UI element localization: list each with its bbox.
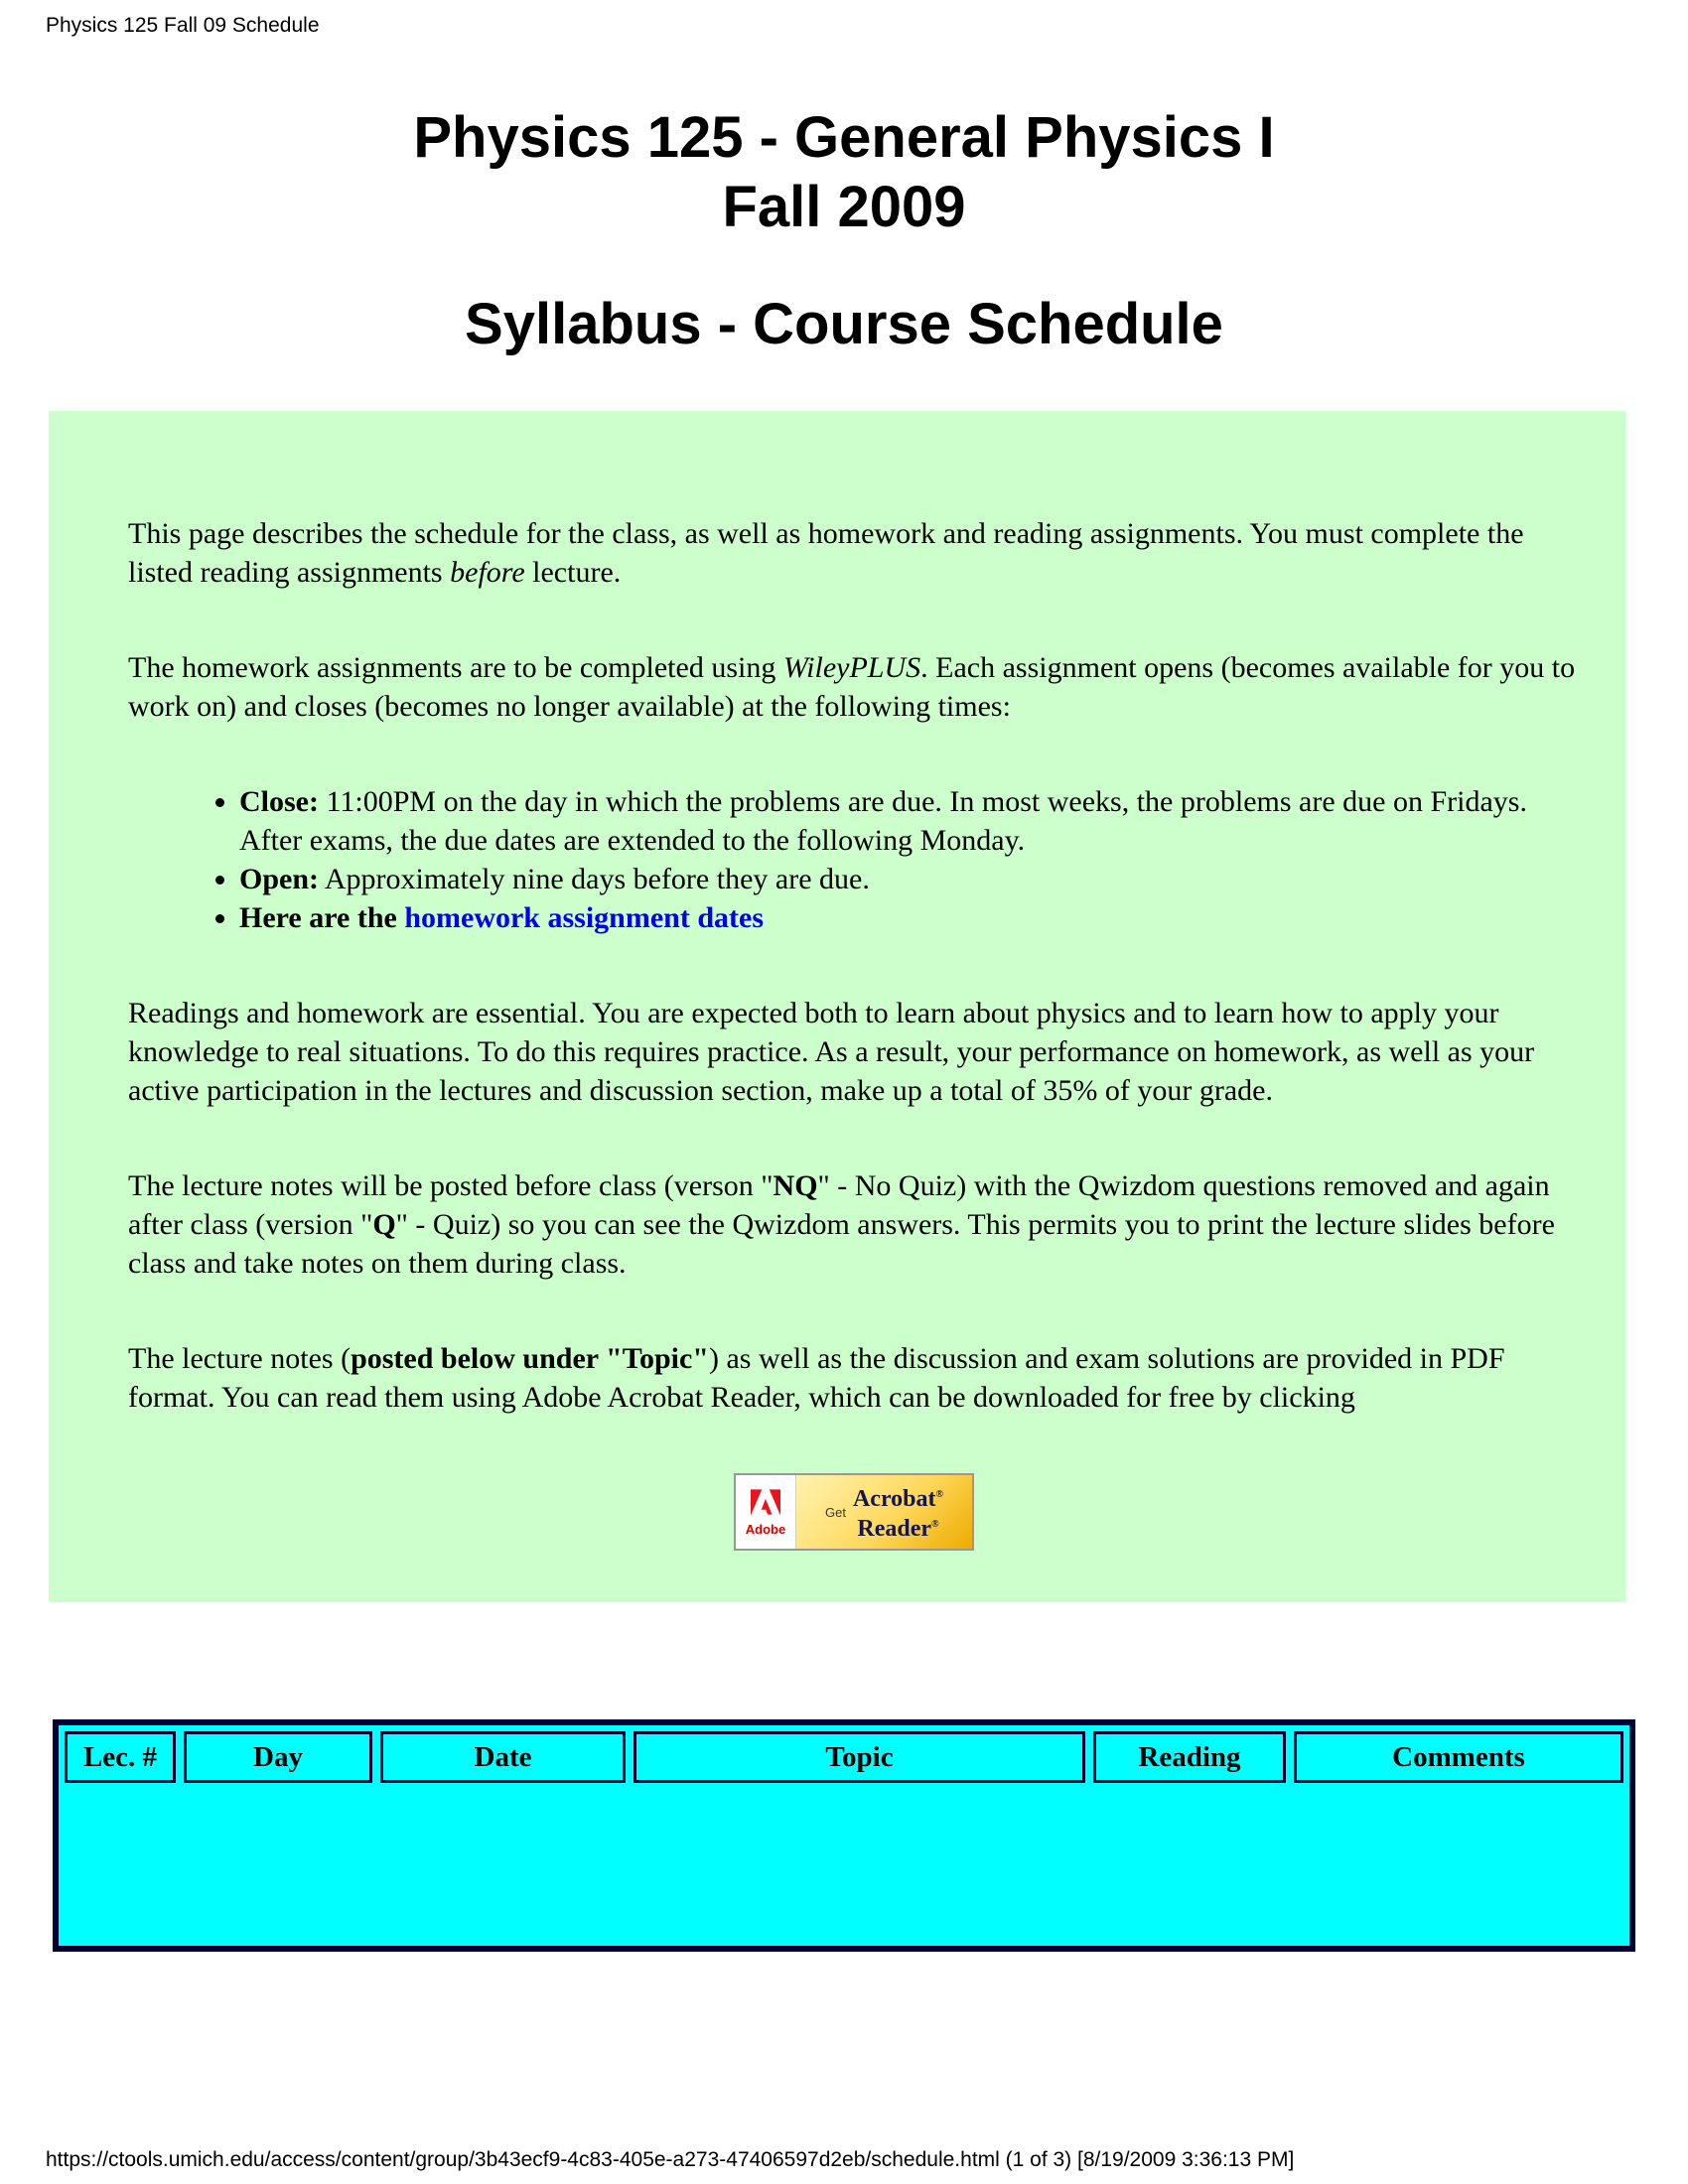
close-text: 11:00PM on the day in which the problems are due. In most weeks, the problems are due on Fridays. After exams, the due dates are extended to the following Monday. [239, 785, 1527, 857]
col-header-reading: Reading [1093, 1731, 1286, 1783]
adobe-panel [736, 1475, 796, 1549]
wileyplus-emphasis: WileyPLUS [782, 651, 921, 684]
homework-text-2: . Each assignment opens (becomes available for you to work on) and closes (becomes no longer available) at the following times: [128, 651, 1576, 723]
col-header-comments: Comments [1294, 1731, 1623, 1783]
schedule-table [53, 1719, 1635, 1952]
acrobat-line [853, 1482, 943, 1512]
list-item-close [239, 782, 1580, 860]
dates-link-prefix: Here are the [239, 901, 405, 934]
pdf-text-1: The lecture notes ( [128, 1342, 352, 1375]
paragraph-pdf [128, 1339, 1580, 1417]
intro-panel [49, 411, 1625, 1602]
acrobat-word: Acrobat [852, 1486, 936, 1512]
open-label: Open: [239, 863, 320, 895]
schedule-table-empty-body [65, 1783, 1623, 1940]
registered-mark-1: ® [935, 1489, 943, 1500]
col-header-date: Date [380, 1731, 626, 1783]
homework-dates-link[interactable]: homework assignment dates [404, 901, 764, 934]
course-title [0, 103, 1688, 242]
paragraph-homework [128, 648, 1580, 726]
acrobat-badge-container [128, 1473, 1580, 1551]
lecture-notes-text-1: The lecture notes will be posted before class (verson " [128, 1169, 774, 1202]
pdf-text-2: ) as well as the discussion and exam solutions are provided in PDF format. You can read them using Adobe Acrobat Reader, which can be downloaded for free by clicking [128, 1342, 1505, 1414]
nq-version-label: NQ [773, 1169, 818, 1202]
paragraph-grading: Readings and homework are essential. You are expected both to learn about physics and to learn how to apply your knowledge to real situations. To do this requires practice. As a result, your performance on homework, as well as your active participation in the lectures and discussion section, make up a total of 35% of your grade. [128, 997, 1535, 1107]
col-header-lec-num: Lec. # [65, 1731, 176, 1783]
course-title-line1: Physics 125 - General Physics I [413, 105, 1275, 170]
reader-word: Reader [857, 1516, 932, 1542]
page-subtitle: Syllabus - Course Schedule [465, 292, 1223, 356]
get-acrobat-reader-badge[interactable] [734, 1473, 974, 1551]
posted-below-label: posted below under "Topic" [351, 1342, 709, 1375]
adobe-wordmark: Adobe [745, 1521, 786, 1537]
homework-text-1: The homework assignments are to be completed using [128, 651, 783, 684]
paragraph-lecture-notes [128, 1166, 1580, 1283]
overview-emphasis-before: before [450, 556, 525, 589]
list-item-dates-link [239, 898, 1580, 937]
title-block [0, 0, 1688, 359]
overview-text-1: This page describes the schedule for the class, as well as homework and reading assignments. You must complete the listed reading assignments [128, 517, 1524, 589]
course-title-line2: Fall 2009 [722, 175, 966, 239]
col-header-day: Day [184, 1731, 372, 1783]
schedule-table-header-row [65, 1731, 1623, 1783]
q-version-label: Q [372, 1208, 396, 1241]
paragraph-overview [128, 514, 1580, 592]
adobe-logo-icon [751, 1489, 780, 1521]
open-text: Approximately nine days before they are due. [319, 863, 870, 895]
list-item-open [239, 860, 1580, 898]
lecture-notes-text-2: " - No Quiz) with the Qwizdom questions removed and again after class (version " [128, 1169, 1550, 1241]
col-header-topic: Topic [633, 1731, 1085, 1783]
registered-mark-2: ® [931, 1519, 939, 1530]
overview-text-2: lecture. [524, 556, 622, 589]
acrobat-reader-label [853, 1482, 943, 1542]
close-label: Close: [239, 785, 319, 818]
print-header: Physics 125 Fall 09 Schedule [46, 14, 320, 37]
homework-rules-list [128, 782, 1580, 937]
lecture-notes-text-3: " - Quiz) so you can see the Qwizdom answers. This permits you to print the lecture slides before class and take notes on them during class. [128, 1208, 1555, 1280]
get-label: Get [825, 1504, 846, 1520]
reader-line [853, 1512, 943, 1542]
acrobat-reader-panel [796, 1475, 972, 1549]
print-footer-url: https://ctools.umich.edu/access/content/group/3b43ecf9-4c83-405e-a273-47406597d2eb/schedule.html (1 of 3) [8/19/2009 3:36:13 PM] [46, 2148, 1295, 2171]
